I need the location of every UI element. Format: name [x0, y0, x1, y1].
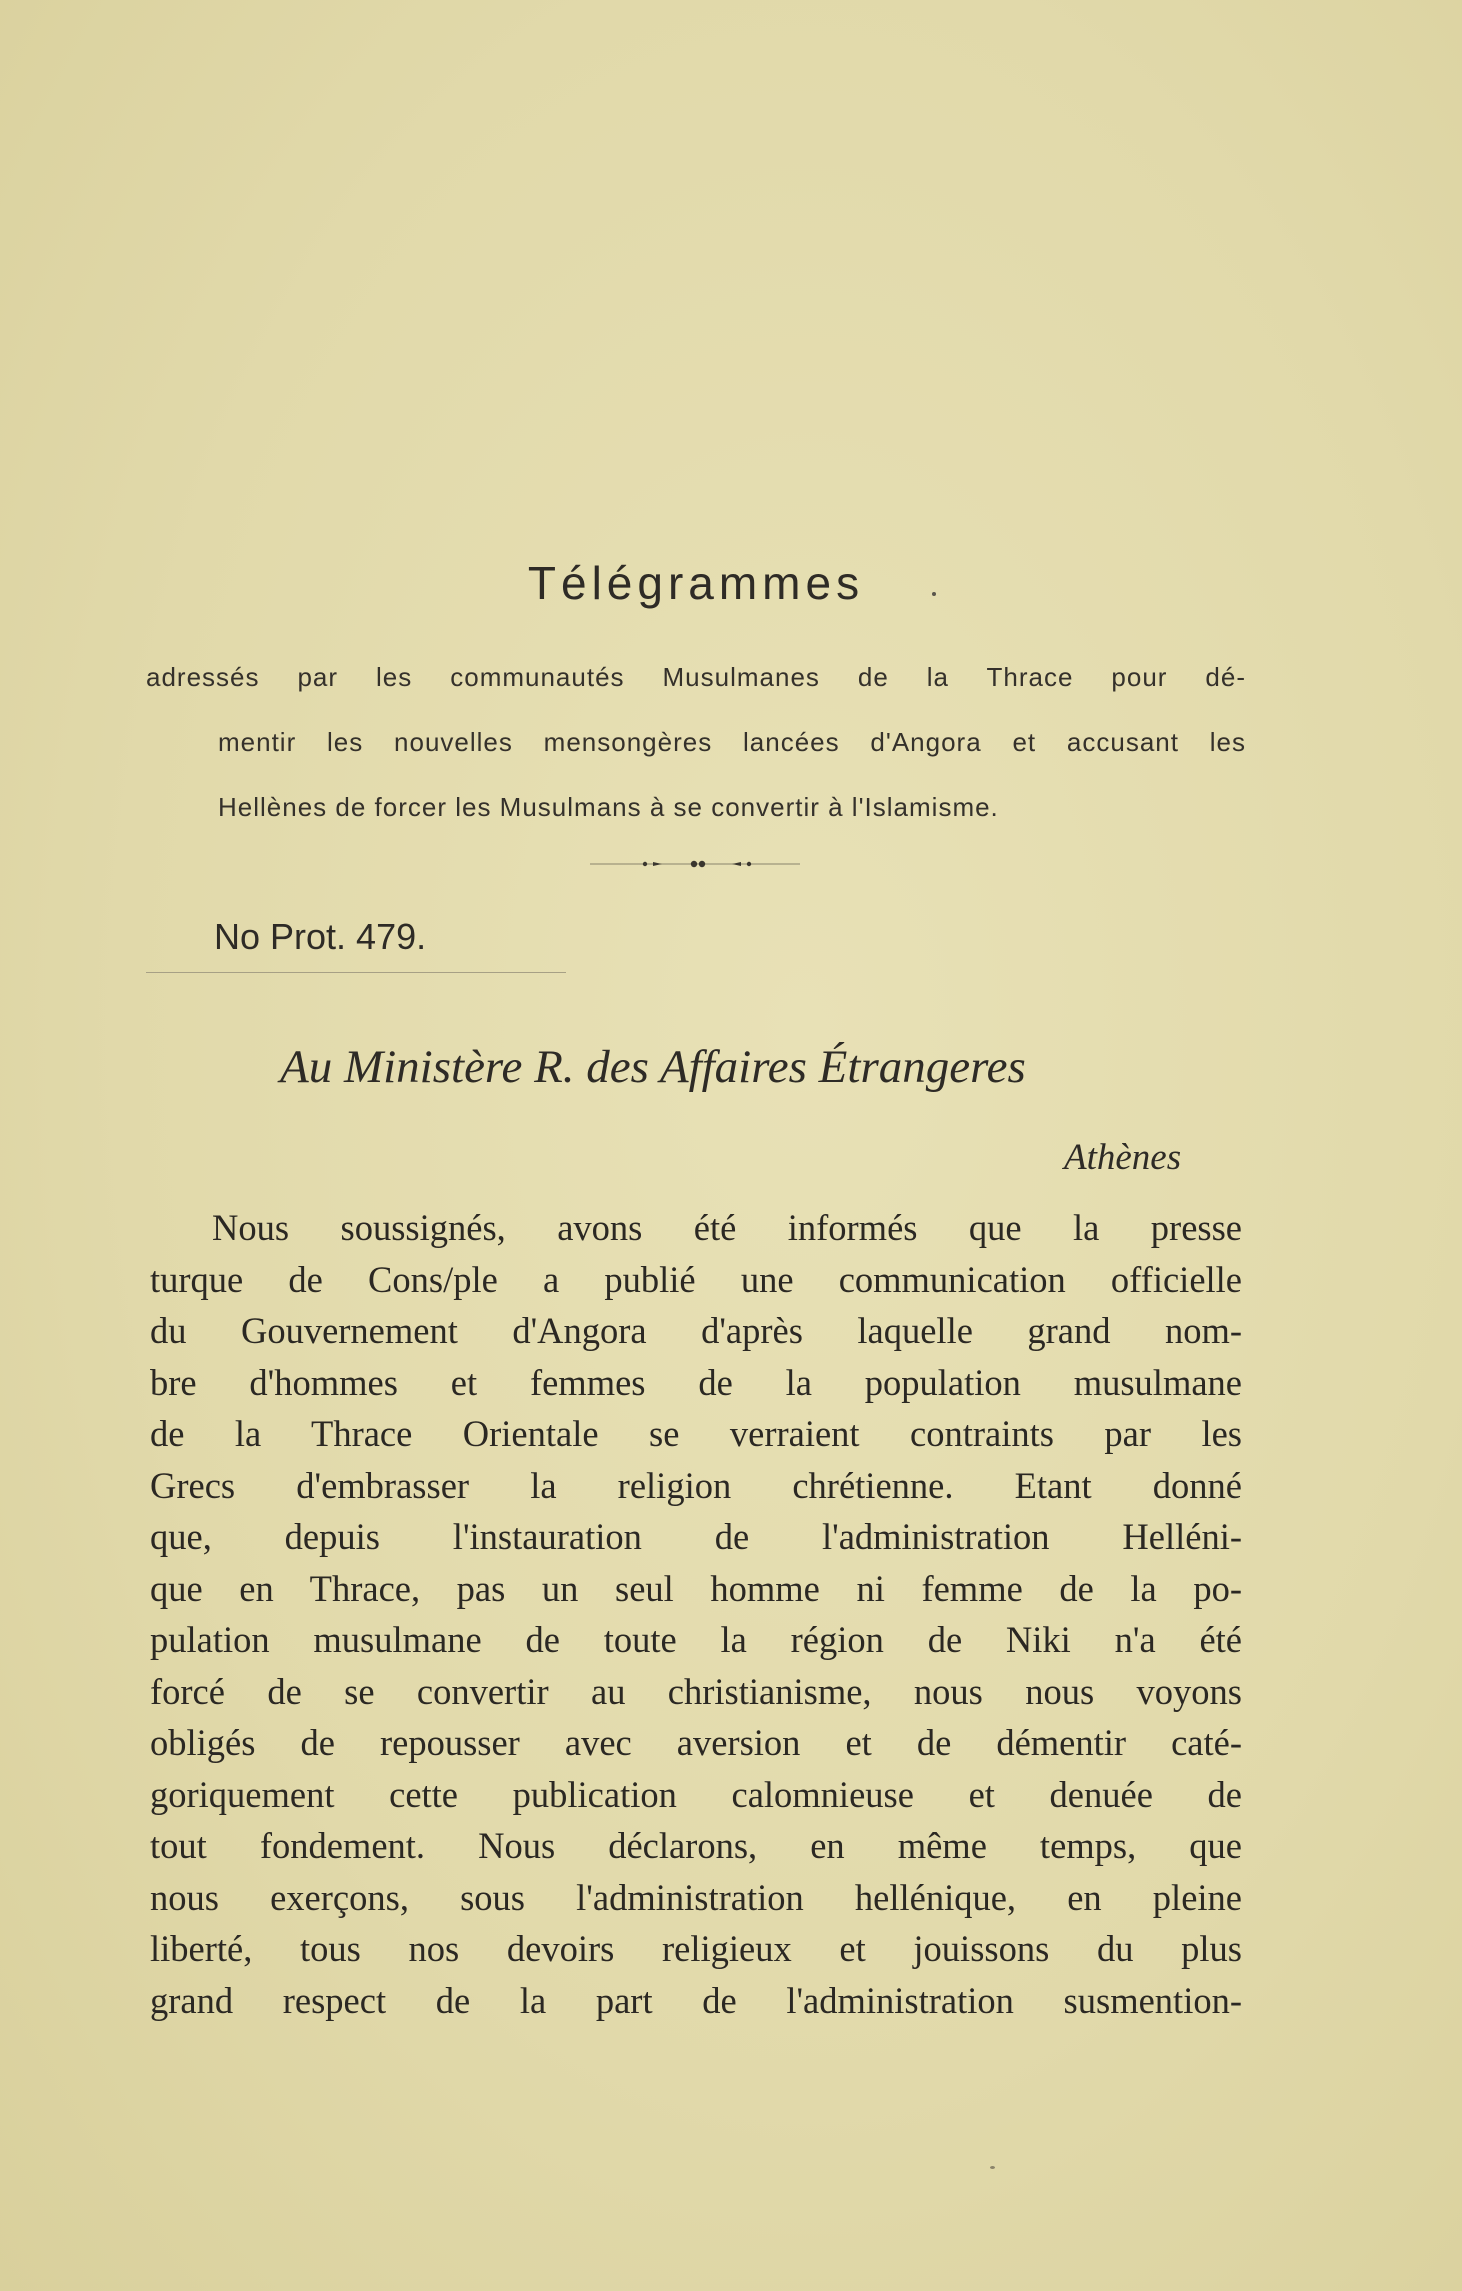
recipient-heading: Au Ministère R. des Affaires Étrangeres [280, 1041, 1026, 1093]
body-line: goriquement cette publication calomnieuse et denuée de [150, 1773, 1242, 1815]
body-line: forcé de se convertir au christianisme, nous nous voyons [150, 1670, 1242, 1712]
document-subtitle [146, 650, 1246, 845]
document-title: Télégrammes [527, 557, 865, 609]
subtitle-line: adressés par les communautés Musulmanes de la Thrace pour dé- [146, 662, 1246, 692]
body-line: liberté, tous nos devoirs religieux et jouissons du plus [150, 1928, 1242, 1969]
body-line: Grecs d'embrasser la religion chrétienne. Etant donné [150, 1464, 1242, 1506]
telegram-body [150, 1202, 1242, 2026]
body-line: bre d'hommes et femmes de la population musulmane [150, 1361, 1242, 1403]
protocol-underline [146, 972, 566, 973]
title-stray-dot [932, 592, 936, 596]
ornament-divider [590, 853, 800, 873]
protocol-number: No Prot. 479. [214, 916, 427, 957]
body-line: de la Thrace Orientale se verraient contraints par les [150, 1413, 1242, 1454]
body-line: obligés de repousser avec aversion et de démentir caté- [150, 1722, 1242, 1763]
body-line: turque de Cons/ple a publié une communication officielle [150, 1258, 1242, 1300]
body-line: que, depuis l'instauration de l'administration Helléni- [150, 1516, 1242, 1557]
body-line: grand respect de la part de l'administration susmention- [150, 1979, 1242, 2021]
body-line: tout fondement. Nous déclarons, en même temps, que [150, 1825, 1242, 1866]
recipient-city: Athènes [1064, 1137, 1182, 1178]
subtitle-line: mentir les nouvelles mensongères lancées d'Angora et accusant les [218, 727, 1246, 757]
paper-speck [990, 2166, 995, 2169]
body-line: pulation musulmane de toute la région de Niki n'a été [150, 1619, 1242, 1660]
body-line: nous exerçons, sous l'administration hellénique, en pleine [150, 1876, 1242, 1918]
subtitle-line: Hellènes de forcer les Musulmans à se convertir à l'Islamisme. [218, 792, 999, 822]
body-line: que en Thrace, pas un seul homme ni femme de la po- [150, 1567, 1242, 1609]
body-line: du Gouvernement d'Angora d'après laquelle grand nom- [150, 1310, 1242, 1351]
body-line: Nous soussignés, avons été informés que la presse [212, 1207, 1242, 1248]
